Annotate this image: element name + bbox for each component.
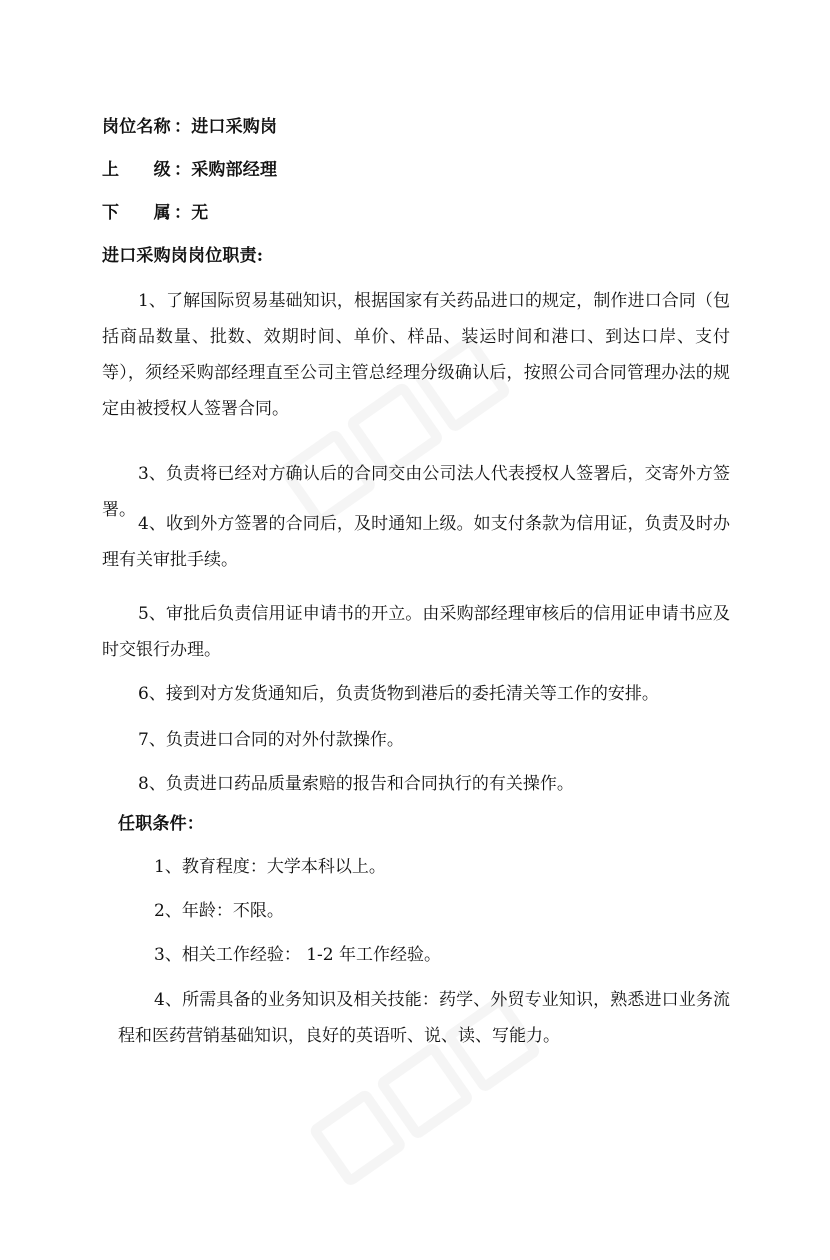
requirement-item: 1、教育程度：大学本科以上。	[154, 857, 386, 877]
duty-item: 6、接到对方发货通知后，负责货物到港后的委托清关等工作的安排。	[138, 684, 659, 704]
requirement-item: 4、所需具备的业务知识及相关技能：药学、外贸专业知识，熟悉进口业务流程和医药营销基础知识，良好的英语听、说、读、写能力。	[118, 990, 730, 1046]
position-name-label: 岗位名称	[102, 117, 171, 137]
position-name-value: 进口采购岗	[191, 117, 278, 137]
label-separator: ：	[174, 117, 192, 137]
position-name-line	[102, 115, 277, 139]
requirements-heading: 任职条件：	[118, 814, 204, 834]
duty-item: 8、负责进口药品质量索赔的报告和合同执行的有关操作。	[138, 774, 574, 794]
duty-item: 7、负责进口合同的对外付款操作。	[138, 730, 404, 750]
duty-item: 3、负责将已经对方确认后的合同交由公司法人代表授权人签署后，交寄外方签署。	[102, 464, 730, 520]
subordinate-line	[102, 201, 208, 225]
superior-value: 采购部经理	[191, 160, 278, 180]
duty-item: 4、收到外方签署的合同后，及时通知上级。如支付条款为信用证，负责及时办理有关审批手续。	[102, 514, 730, 570]
watermark-glyph	[375, 1041, 475, 1141]
requirement-item: 2、年龄：不限。	[154, 901, 284, 921]
superior-label: 上 级	[102, 160, 171, 180]
duties-heading: 进口采购岗岗位职责:	[102, 246, 264, 266]
requirement-item: 3、相关工作经验： 1-2 年工作经验。	[154, 945, 441, 965]
subordinate-label: 下 属	[102, 203, 171, 223]
watermark-glyph	[308, 1088, 408, 1188]
duty-item: 5、审批后负责信用证申请书的开立。由采购部经理审核后的信用证申请书应及时交银行办理。	[102, 604, 730, 660]
duty-item: 1、了解国际贸易基础知识，根据国家有关药品进口的规定，制作进口合同（包括商品数量、批数、效期时间、单价、样品、装运时间和港口、到达口岸、支付等），须经采购部经理直至公司主管总经理分级确认后，按照公司合同管理办法的规定由被授权人签署合同。	[102, 291, 730, 419]
label-separator: ：	[174, 160, 192, 180]
label-separator: ：	[174, 203, 192, 223]
subordinate-value: 无	[191, 203, 209, 223]
superior-line	[102, 158, 277, 182]
